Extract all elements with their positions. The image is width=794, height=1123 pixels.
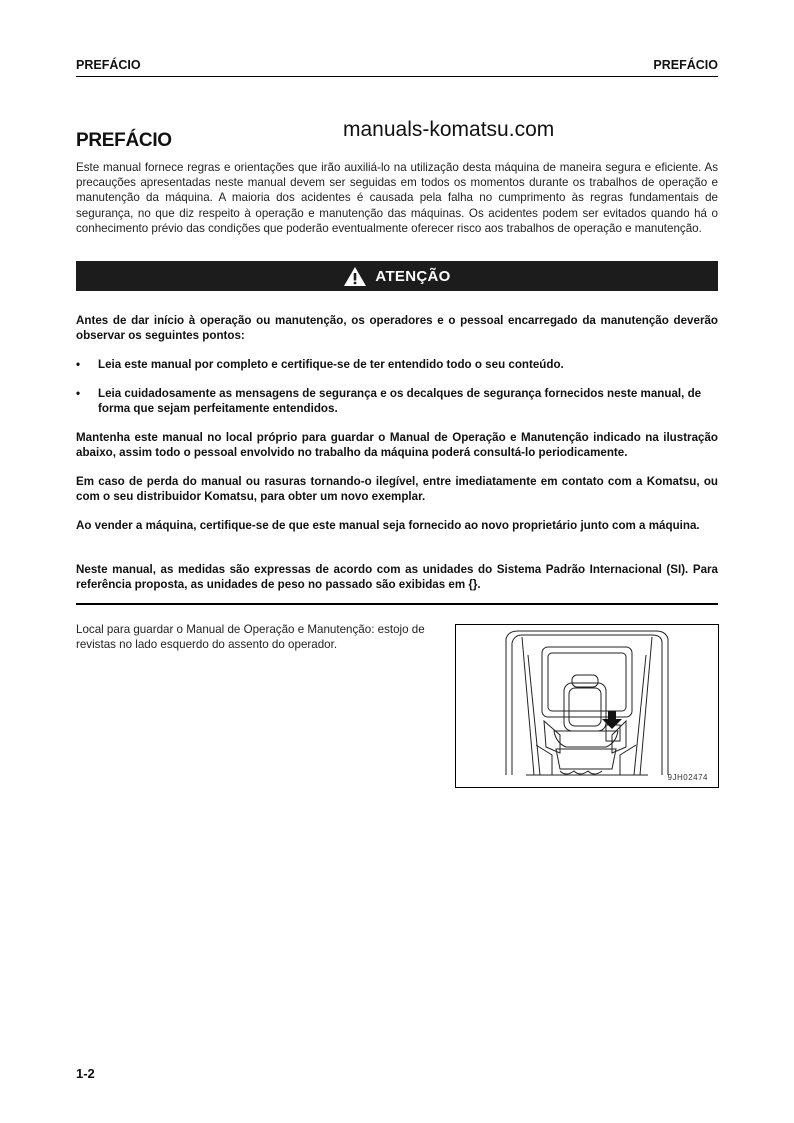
watermark-text: manuals-komatsu.com (343, 118, 555, 141)
header-right-title: PREFÁCIO (653, 58, 718, 72)
bullet-text: Leia cuidadosamente as mensagens de segurança e os decalques de segurança fornecidos neste manual, de forma que sejam perfeitamente entendidos. (98, 387, 702, 415)
warning-paragraph-storage: Mantenha este manual no local próprio para guardar o Manual de Operação e Manutenção indicado na ilustração abaixo, assim todo o pessoal envolvido no trabalho da máquina poderá consultá-lo periodicamente. (76, 431, 718, 459)
warning-lead: Antes de dar início à operação ou manutenção, os operadores e o pessoal encarregado da manutenção deverão observar os seguintes pontos: (76, 314, 718, 342)
warning-bullet (76, 386, 718, 416)
warning-paragraph-sale: Ao vender a máquina, certifique-se de que este manual seja fornecido ao novo proprietário junto com a máquina. (76, 519, 700, 532)
section-divider (76, 603, 718, 605)
attention-banner (76, 261, 718, 291)
warning-triangle-icon (343, 266, 367, 287)
bullet-marker: • (76, 358, 81, 371)
cab-illustration (455, 624, 719, 788)
bullet-text: Leia este manual por completo e certifique-se de ter entendido todo o seu conteúdo. (98, 358, 564, 371)
intro-paragraph: Este manual fornece regras e orientações que irão auxiliá-lo na utilização desta máquina de maneira segura e eficiente. As precauções apresentadas neste manual devem ser seguidas em todos os momentos durante os trabalhos de operação e manutenção da máquina. A maioria dos acidentes é causada pela falha no cumprimento às regras fundamentais de segurança, no que diz respeito à operação e manutenção das máquinas. Os acidentes podem ser evitados quando há o conhecimento prévio das condições que poderão eventualmente oferecer risco aos trabalhos de operação e manutenção. (76, 161, 718, 235)
running-header (76, 58, 718, 77)
section-title: PREFÁCIO (76, 130, 172, 151)
attention-label: ATENÇÃO (375, 267, 451, 285)
header-left-title: PREFÁCIO (76, 58, 141, 72)
figure-caption: Local para guardar o Manual de Operação e Manutenção: estojo de revistas no lado esquerdo do assento do operador. (76, 623, 425, 652)
operator-cab-drawing (456, 625, 718, 787)
figure-code: 9JH02474 (667, 773, 708, 782)
warning-paragraph-loss: Em caso de perda do manual ou rasuras tornando-o ilegível, entre imediatamente em contato com a Komatsu, ou com o seu distribuidor Komatsu, para obter um novo exemplar. (76, 475, 718, 503)
page-number: 1-2 (76, 1066, 95, 1081)
warning-bullet (76, 357, 718, 372)
warning-paragraph-units: Neste manual, as medidas são expressas de acordo com as unidades do Sistema Padrão Internacional (SI). Para referência proposta, as unidades de peso no passado são exibidas em {}. (76, 563, 718, 591)
bullet-marker: • (76, 387, 81, 400)
